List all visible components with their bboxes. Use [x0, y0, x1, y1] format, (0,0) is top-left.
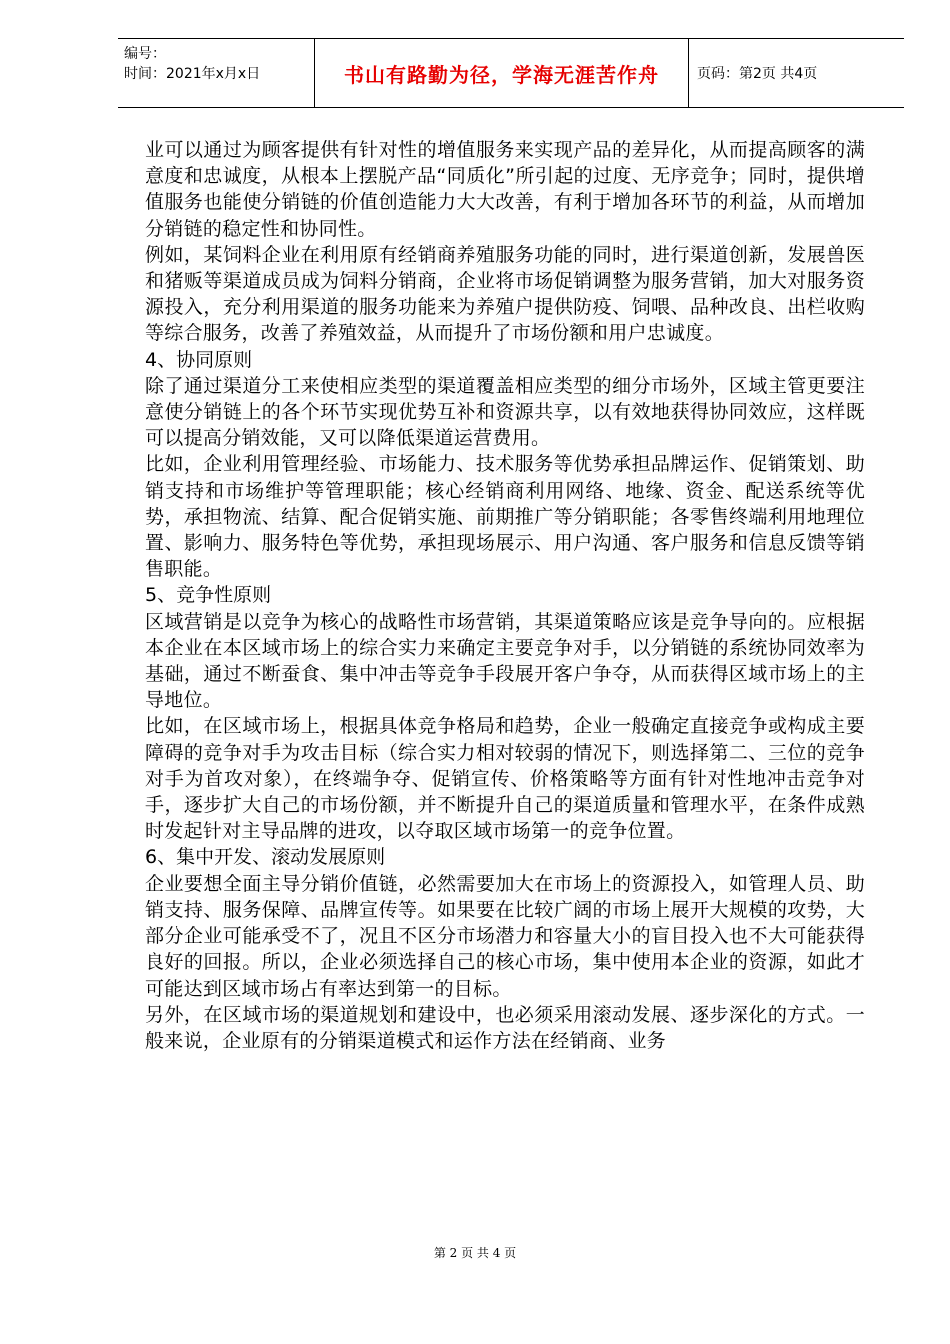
page-header	[118, 38, 904, 108]
paragraph: 例如，某饲料企业在利用原有经销商养殖服务功能的同时，进行渠道创新，发展兽医和猪贩等渠道成员成为饲料分销商，企业将市场促销调整为服务营销，加大对服务资源投入，充分利用渠道的服务功能来为养殖户提供防疫、饲喂、品种改良、出栏收购等综合服务，改善了养殖效益，从而提升了市场份额和用户忠诚度。	[145, 243, 865, 345]
paragraph: 另外，在区域市场的渠道规划和建设中，也必须采用滚动发展、逐步深化的方式。一般来说，企业原有的分销渠道模式和运作方法在经销商、业务	[145, 1003, 865, 1052]
paragraph: 比如，企业利用管理经验、市场能力、技术服务等优势承担品牌运作、促销策划、助销支持和市场维护等管理职能；核心经销商利用网络、地缘、资金、配送系统等优势，承担物流、结算、配合促销实施、前期推广等分销职能；各零售终端利用地理位置、影响力、服务特色等优势，承担现场展示、用户沟通、客户服务和信息反馈等销售职能。	[145, 453, 865, 581]
page-footer: 第 2 页 共 4 页	[433, 1246, 517, 1260]
paragraph: 企业要想全面主导分销价值链，必然需要加大在市场上的资源投入，如管理人员、助销支持、服务保障、品牌宣传等。如果要在比较广阔的市场上展开大规模的攻势，大部分企业可能承受不了，况且不区分市场潜力和容量大小的盲目投入也不大可能获得良好的回报。所以，企业必须选择自己的核心市场，集中使用本企业的资源，如此才可能达到区域市场占有率达到第一的目标。	[145, 872, 865, 1000]
header-page-code: 页码：第2页 共4页	[697, 66, 818, 82]
header-meta	[118, 39, 315, 107]
code-label: 编号：	[124, 46, 166, 62]
time-label: 时间：2021年x月x日	[124, 66, 261, 82]
paragraph: 区域营销是以竞争为核心的战略性市场营销，其渠道策略应该是竞争导向的。应根据本企业在本区域市场上的综合实力来确定主要竞争对手，以分销链的系统协同效率为基础，通过不断蚕食、集中冲击等竞争手段展开客户争夺，从而获得区域市场上的主导地位。	[145, 610, 865, 712]
paragraph: 业可以通过为顾客提供有针对性的增值服务来实现产品的差异化，从而提高顾客的满意度和忠诚度，从根本上摆脱产品“同质化”所引起的过度、无序竞争；同时，提供增值服务也能使分销链的价值创造能力大大改善，有利于增加各环节的利益，从而增加分销链的稳定性和协同性。	[145, 139, 865, 240]
header-motto: 书山有路勤为径，学海无涯苦作舟	[315, 39, 689, 107]
paragraph: 比如，在区域市场上，根据具体竞争格局和趋势，企业一般确定直接竞争或构成主要障碍的竞争对手为攻击目标（综合实力相对较弱的情况下，则选择第二、三位的竞争对手为首攻对象），在终端争夺、促销宣传、价格策略等方面有针对性地冲击竞争对手，逐步扩大自己的市场份额，并不断提升自己的渠道质量和管理水平，在条件成熟时发起针对主导品牌的进攻，以夺取区域市场第一的竞争位置。	[145, 715, 865, 843]
document-body	[145, 137, 865, 1054]
section-heading: 4、协同原则	[145, 348, 253, 371]
paragraph: 除了通过渠道分工来使相应类型的渠道覆盖相应类型的细分市场外，区域主管更要注意使分销链上的各个环节实现优势互补和资源共享，以有效地获得协同效应，这样既可以提高分销效能，又可以降低渠道运营费用。	[145, 374, 865, 450]
section-heading: 5、竞争性原则	[145, 584, 272, 607]
section-heading: 6、集中开发、滚动发展原则	[145, 846, 386, 869]
